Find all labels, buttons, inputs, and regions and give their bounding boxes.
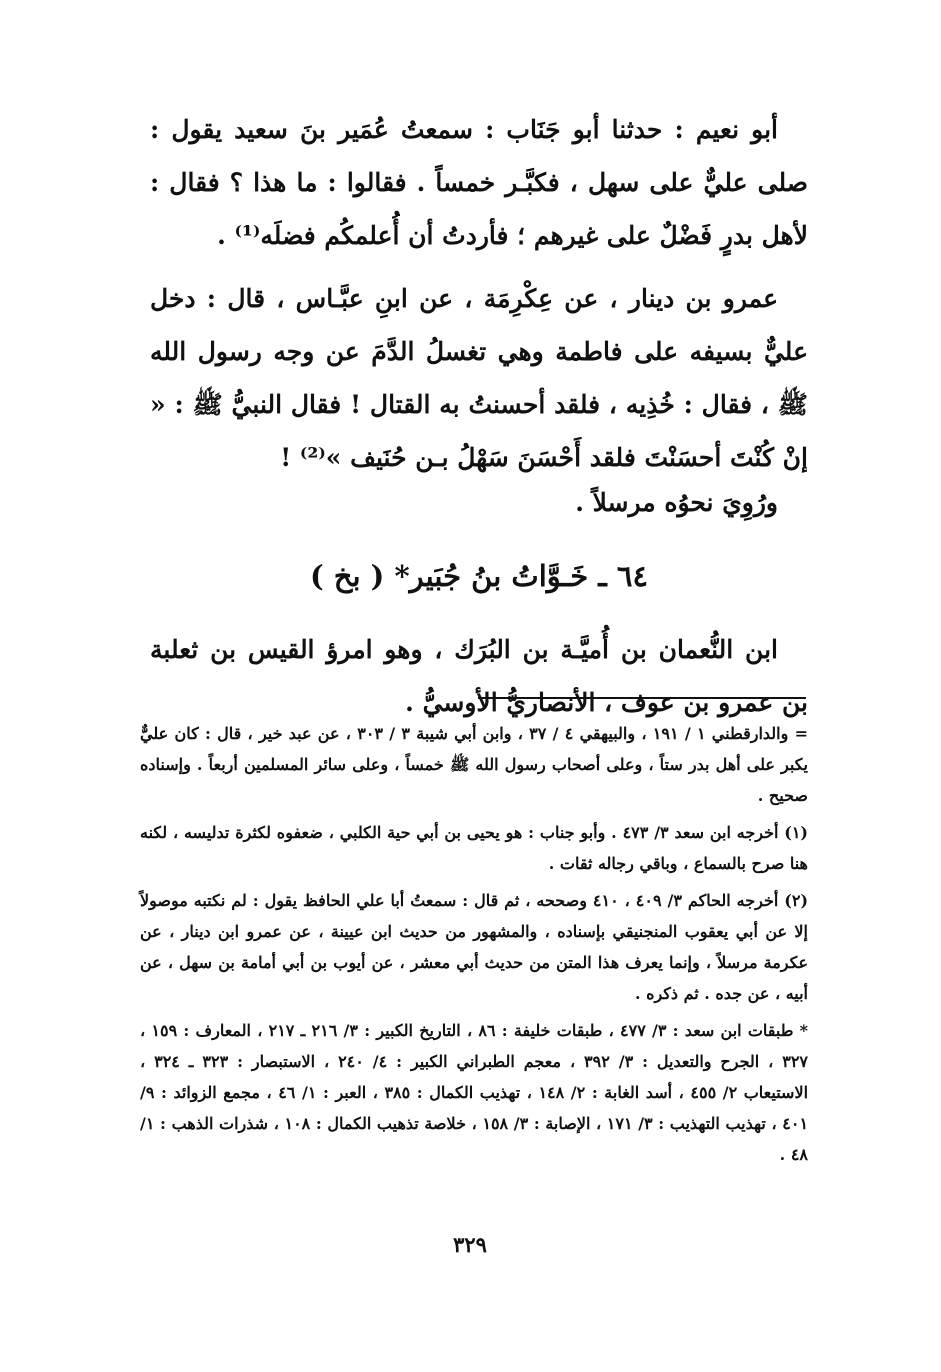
paragraph-lineage: ابن النُّعمان بن أُميَّـة بن البُرَك ، وهو امرؤ القيس بن ثعلبة بن عمرو بن عوف ، الأنصاريُّ الأوسيُّ . [150, 635, 808, 717]
biography-heading: ٦٤ ـ خَـوَّاتُ بنُ جُبَير* ( بخ ) [309, 559, 649, 593]
page-number: ٣٢٩ [453, 1232, 487, 1257]
footnote-1: (١) أخرجه ابن سعد ٣/ ٤٧٣ . وأبو جناب : هو يحيى بن أبي حية الكلبي ، ضعفوه لكثرة تدليسه ، لكنه هنا صرح بالسماع ، وباقي رجاله ثقات . [140, 823, 808, 873]
paragraph-amr-ibn-dinar: عمرو بن دينار ، عن عِكْرِمَة ، عن ابنِ عبَّـاس ، قال : دخل عليٌّ بسيفه على فاطمة وهي تغسلُ الدَّمَ عن وجه رسول الله ﷺ ، فقال : خُذِيه ، فلقد أحسنتُ به القتال ! فقال النبيُّ ﷺ : « إنْ كُنْتَ أحسَنْتَ فلقد أَحْسَنَ سَهْلُ بـن حُنَيف »⁽²⁾ ! [150, 284, 808, 472]
footnote-2: (٢) أخرجه الحاكم ٣/ ٤٠٩ ، ٤١٠ وصححه ، ثم قال : سمعتُ أبا علي الحافظ يقول : لم نكتبه موصولاً إلا عن أبي يعقوب المنجنيقي بإسناده ، والمشهور من حديث ابن عيينة ، عن عمرو ابن دينار ، عن عكرمة مرسلاً ، وإنما يعرف هذا المتن من حديث أبي معشر ، عن أيوب بن أبي أمامة بن سهل ، عن أبيه ، عن جده . ثم ذكره . [140, 891, 809, 1003]
footnote-continuation: = والدارقطني ١ / ١٩١ ، والبيهقي ٤ / ٣٧ ، وابن أبي شيبة ٣ / ٣٠٣ ، عن عبد خير ، قال : كان عليٌّ يكبر على أهل بدر ستاً ، وعلى أصحاب رسول الله ﷺ خمساً ، وعلى سائر المسلمين أربعاً . وإسناده صحيح . [140, 724, 809, 805]
footnote-separator [478, 697, 806, 699]
paragraph-abu-nuaym: أبو نعيم : حدثنا أبو جَنَاب : سمعتُ عُمَير بنَ سعيد يقول : صلى عليٌّ على سهل ، فكبَّـر خمساً . فقالوا : ما هذا ؟ فقال : لأهل بدرٍ فَضْلٌ على غيرهم ؛ فأردتُ أن أُعلمكُم فضلَه⁽¹⁾ . [150, 115, 808, 250]
main-text [150, 103, 808, 729]
paragraph-mursal-narration: ورُوِيَ نحوُه مرسلاً . [575, 488, 778, 517]
footnotes [140, 718, 808, 1176]
footnote-sources: * طبقات ابن سعد : ٣/ ٤٧٧ ، طبقات خليفة : ٨٦ ، التاريخ الكبير : ٣/ ٢١٦ ـ ٢١٧ ، المعارف : ١٥٩ ، ٣٢٧ ، الجرح والتعديل : ٣/ ٣٩٢ ، معجم الطبراني الكبير : ٤/ ٢٤٠ ، الاستبصار : ٣٢٣ ـ ٣٢٤ ، الاستيعاب ٢/ ٤٥٥ ، أسد الغابة : ٢/ ١٤٨ ، تهذيب الكمال : ٣٨٥ ، العبر : ١/ ٤٦ ، مجمع الزوائد : ٩/ ٤٠١ ، تهذيب التهذيب : ٣/ ١٧١ ، الإصابة : ٣/ ١٥٨ ، خلاصة تذهيب الكمال : ١٠٨ ، شذرات الذهب : ١/ ٤٨ . [140, 1021, 809, 1164]
